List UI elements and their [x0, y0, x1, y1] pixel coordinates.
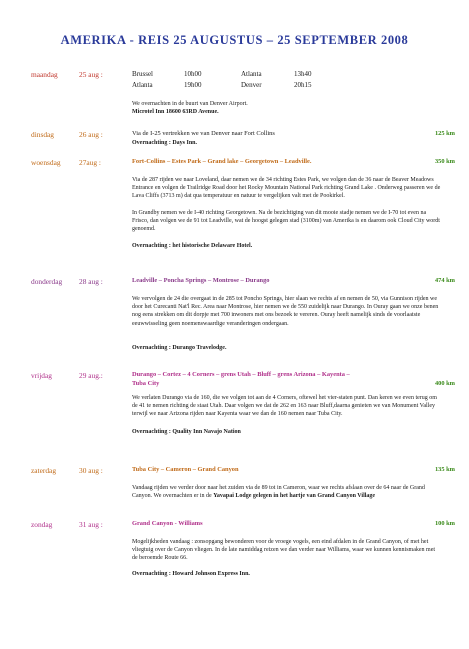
- route: Durango – Cortez – 4 Corners – grens Utah – Bluff – grens Arizona – Kayenta –: [132, 371, 350, 378]
- day-description: [132, 484, 442, 500]
- flight-dep: 19h00: [184, 81, 202, 89]
- route: Grand Canyon - Williams: [132, 520, 203, 527]
- day-entry-vrijdag: [31, 371, 469, 435]
- day-description-text: Vandaag rijden we verder door naar het zuiden via de 89 tot in Cameron, waar we rechts afslaan over de 64 naar de Grand Canyon. We overnachten er in de: [132, 485, 425, 500]
- hotel-name: Overnachting : Durango Travelodge.: [132, 345, 227, 351]
- flight-arr: 20h15: [294, 81, 312, 89]
- hotel-name: Overnachting : het historische Delaware Hotel.: [132, 243, 253, 249]
- day-description-2: In Grandby nemen we de I-40 richting Georgetown. Na de bezichtiging van dit mooie stadje nemen we de I-70 tot even na Frisco, dan volgen we de 91 tot Leadville, wat de hoogst gelegen stad (3100m) van Amerika is en daarom ook Cloud City wordt genoemd.: [132, 210, 440, 233]
- route: Fort-Collins – Estes Park – Grand lake – Georgetown – Leadville.: [132, 158, 312, 165]
- flight-arr: 13h40: [294, 70, 312, 78]
- day-name: zaterdag: [31, 466, 57, 475]
- day-date: 25 aug :: [79, 70, 103, 79]
- day-entry-donderdag: [31, 277, 469, 351]
- day-name: zondag: [31, 520, 53, 529]
- distance: 350 km: [434, 158, 455, 165]
- distance: 125 km: [434, 130, 455, 137]
- day-date: 28 aug :: [79, 277, 103, 286]
- day-description: Via de 287 rijden we naar Loveland, daar nemen we de 34 richting Estes Park, we volgen dan de 36 naar de Beaver Meadows Entrance en volgen de Trailridge Road door het Rocky Mountain National Park richting Grand Lake . Onderweg passeren we de Lava Cliffs (3713 m) dat qua temperatuur en natuur te vergelijken valt met de Pookirkel.: [132, 177, 441, 200]
- day-entry-zaterdag: [31, 466, 469, 500]
- hotel-name: Overnachting : Days Inn.: [132, 140, 198, 146]
- day-date: 27aug :: [79, 158, 101, 167]
- day-date: 29 aug.:: [79, 371, 103, 380]
- day-name: vrijdag: [31, 371, 52, 380]
- hotel-name: Microtel Inn 18600 63RD Avenue.: [132, 109, 219, 115]
- route: Leadville – Poncha Springs – Montrose – Durango: [132, 277, 270, 284]
- flight-from: Brussel: [132, 70, 153, 78]
- day-name: maandag: [31, 70, 58, 79]
- distance: 400 km: [434, 380, 455, 387]
- day-entry-maandag: [31, 70, 469, 115]
- day-name: dinsdag: [31, 130, 54, 139]
- day-description: Mogelijkheden vandaag : zonsopgang bewonderen voor de vroege vogels, een eind afdalen in de Grand Canyon, of met het vliegtuig over de Canyon vliegen. In de late namiddag reizen we dan verder naar Williams, waar we kunnen kennismaken met de beroemde Route 66.: [132, 539, 436, 562]
- hotel-name: Overnachting : Quality Inn Navajo Nation: [132, 429, 241, 435]
- route-continued: Tuba City: [132, 380, 160, 387]
- day-date: 31 aug :: [79, 520, 103, 529]
- distance: 474 km: [434, 277, 455, 284]
- day-date: 26 aug :: [79, 130, 103, 139]
- page-title: AMERIKA - REIS 25 AUGUSTUS – 25 SEPTEMBER 2008: [60, 33, 409, 47]
- day-name: donderdag: [31, 277, 63, 286]
- distance: 100 km: [434, 520, 455, 527]
- route: Tuba City – Cameron – Grand Canyon: [132, 466, 239, 473]
- flight-to: Atlanta: [241, 70, 262, 78]
- day-entry-woensdag: [31, 158, 469, 249]
- day-description: We vervolgen de 24 die overgaat in de 285 tot Poncho Springs, hier slaan we rechts af en nemen de 50, via Gunnison rijden we door het Curecanti Nat'l Rec. Area naar Montrose, hier nemen we de 550 zuidelijk naar Durango. In Ouray gaan we onze benen nog eens strekken om dit dorpje met 700 inwoners met ons bezoek te vereren. Ouray heeft namelijk sinds de voorlaatste eeuwwisseling geen noemenswaardige veranderingen ondergaan.: [132, 296, 439, 327]
- hotel-name: Overnachting : Howard Johnson Express Inn.: [132, 571, 250, 577]
- day-entry-dinsdag: [31, 130, 469, 146]
- hotel-location: gelegen in het hartje van Grand Canyon Village: [252, 493, 376, 500]
- flight-dep: 10h00: [184, 70, 202, 78]
- flight-to: Denver: [241, 81, 262, 89]
- day-description: We overnachten in de buurt van Denver Airport.: [132, 101, 248, 107]
- day-date: 30 aug :: [79, 466, 103, 475]
- day-name: woensdag: [31, 158, 61, 167]
- hotel-name: Yavapai Lodge: [213, 493, 252, 500]
- route: Via de I-25 vertrekken we van Denver naar Fort Collins: [132, 130, 275, 137]
- flight-from: Atlanta: [132, 81, 153, 89]
- distance: 135 km: [434, 466, 455, 473]
- day-entry-zondag: [31, 520, 469, 577]
- day-description: We verlaten Durango via de 160, die we volgen tot aan de 4 Corners, oftewel het vier-staten punt. Dan keren we even terug om de 41 te nemen richting de staat Utah. Daar volgen we dat de 262 en 163 naar Bluff,daarna genieten we van Monument Valley terwijl we naar Arizona rijden naar Kayenta waar we dan de 160 nemen naar Tuba City.: [132, 395, 437, 418]
